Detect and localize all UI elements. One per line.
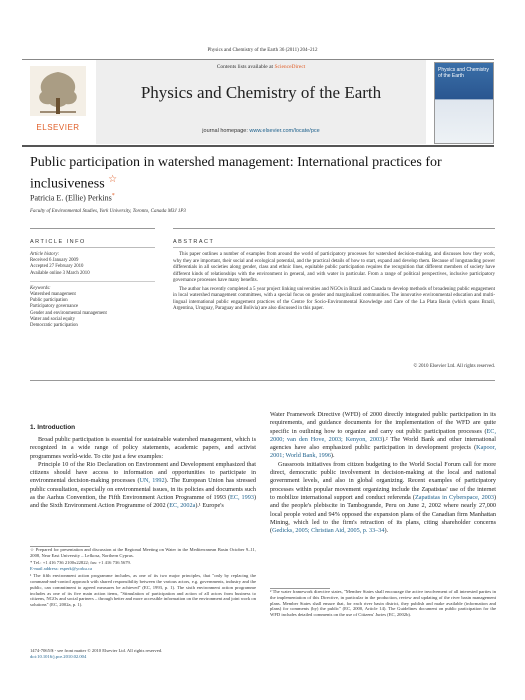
section-heading: 1. Introduction [30,424,76,431]
history-item: Accepted 27 February 2010 [30,264,84,270]
citation-link[interactable]: Gedicks, 2005; Christian Aid, 2005, p. 33–34 [272,527,385,535]
text-run: ). The European Union has stressed public consultation, especially on environmental issues, in its policies and documents such as the Aarhus Convention, the Fifth Environment Action Programme of 1993 ( [30,477,256,502]
citation-link[interactable]: UN, 1992 [139,477,165,485]
email-link[interactable]: E-mail address: esperk@yorku.ca [30,566,93,572]
keyword: Water and social equity [30,316,76,322]
keyword: Public participation [30,298,68,304]
text-run: ).² The World Bank and other international agencies have also emphasized public participation in development projects ( [270,435,496,452]
title-footnote-mark[interactable]: ☆ [108,174,118,185]
footnote: ² The water framework directive states, "Member States shall encourage the active involvement of all interested parties in the implementation of this Directive, in particular in the production, review and updating of the river basin management plans. Member States shall ensure that, for each river basin district, they publish and make available (information and plans) for comments (by) the public" (EC, 2000, Article 14). The Guidelines document on public participation for the WFD includes detailed comments on the use of Citizens' Juries (EC, 2002b). [270,589,496,618]
abstract-label: ABSTRACT [173,239,215,245]
body-paragraph [270,411,496,461]
citation-link[interactable]: EC, 1993 [230,494,254,502]
body-column-left [30,436,256,511]
cover-title: Physics and Chemistry of the Earth [438,67,489,79]
affiliation: Faculty of Environmental Studies, York University, Toronto, Canada M3J 1P3 [30,209,186,214]
elsevier-logo [26,66,90,136]
homepage-prefix: journal homepage: [202,128,250,134]
text-run: ). [330,452,335,460]
text-run: ). [384,527,389,535]
footnotes-right [270,588,496,619]
running-header: Physics and Chemistry of the Earth 36 (2011) 204–212 [207,48,318,53]
abstract-body [173,252,495,315]
front-matter-line: 1474-7065/$ - see front matter © 2010 Elsevier Ltd. All rights reserved. [30,648,163,653]
author-footnote-mark[interactable]: * [111,193,115,199]
text-run: ) and the Sixth Environment Action Programme of 2002 ( [30,494,256,510]
header-bottom-rule [22,145,494,147]
text-run: Principle 10 of the Rio Declaration on Environment and Development emphasized that citizens should have access to information and opportunities to participate in environmental decision-making processes ( [30,460,256,485]
citation-link[interactable]: EC, 2002a [169,502,196,510]
body-paragraph: Broad public participation is essential for sustainable watershed management, which is recognized in a wide range of policy statements, academic papers, and activist programmes world-wide. To cite just a few examples: [30,436,256,460]
footnotes-left [30,546,256,609]
article-info-label: ARTICLE INFO [30,239,86,245]
text-run: ).¹ Europe's [195,502,224,510]
keyword: Gender and environmental management [30,310,107,316]
elsevier-tree-icon [30,66,86,116]
abstract-paragraph: This paper outlines a number of examples from around the world of participatory processes for watershed decision-making, and discusses how they work, why they are important, their social and ecological potential, and the practical details of how to start, expand and develop them. Because of longstanding power differentials in all societies along gender, class and ethnic lines, equitable public participation requires the recognition that different members of society have different kinds of relationships with the environment in general, and with water in particular. From a range of political perspectives, inclusive participatory governance processes have many benefits. [173,252,495,283]
article-info [30,252,155,329]
citation-link[interactable]: Kapoor, 2001; World Bank, 1996 [270,444,496,460]
footnote: ¹ The fifth environment action programme includes, as one of its two major principles, that "only by replacing the command-and-control approach with shared responsibility between the various actors, e.g. governments, industry and the public, can commitment to agreed measures be achieved" (EC, 1993, p. 1). The sixth environment action programme includes as one of its five main action items, "Stimulation of participation and action of all actors from business to citizens, NGOs and social partners – through better and more accessible information on the environment and joint work on solutions" (EC, 2002a, p. 1). [30,573,256,608]
keyword: Participatory governance [30,304,79,310]
journal-title: Physics and Chemistry of the Earth [140,83,382,102]
contents-line [96,64,426,70]
copyright-line: © 2010 Elsevier Ltd. All rights reserved. [413,364,495,369]
article-title-text: Public participation in watershed management: International practices for inclusiveness [30,155,442,192]
author [30,193,115,203]
text-run: ) and the people's plebiscite in Tambogrande, Peru on June 2, 2002 where nearly 27,000 local people voted and 94% opposed the expansion plans of the Canadian firm Manhattan Mining, which led to the firm's retraction of its plans, citing shareholder concerns ( [270,493,497,535]
article-title [30,154,470,193]
sciencedirect-link[interactable]: ScienceDirect [274,64,306,70]
body-paragraph [270,461,496,536]
citation-link[interactable]: EC, 2000; van den Hove, 2003; Kenyon, 2003 [270,427,496,443]
text-run: Water Framework Directive (WFD) of 2000 directly integrated public participation in its requirements, and guidance documents for the implementation of the WFD are quite specific in outlining how to organize and carry out public participation processes ( [270,411,496,435]
history-item: Received 6 January 2009 [30,258,79,264]
keyword: Democratic participation [30,323,78,329]
text-run: Grassroots initiatives from citizen budgeting to the World Social Forum call for more direct, democratic public involvement in decision-making at the local and national government levels, and also in global organizing. Recent examples of participatory processes within popular movement organizing include the Zapatistas' use of the internet to mobilize international support and conduct referenda ( [270,460,496,501]
footnote: * Tel.: +1 416 736 2100x22822; fax: +1 416 736 5679. [30,559,131,565]
abstract-paragraph: The author has recently completed a 5 year project linking universities and NGOs in Brazil and Canada to develop methods of broadening public engagement in local watershed management committees, with a special focus on gender and marginalized communities. The innovative environmental education and multi-lingual international public engagement practices of the Centre for Socio-Environmental Knowledge and Care of the La Plata Basin (which spans Brazil, Argentina, Uruguay, Paraguay and Bolivia) are also discussed in this paper. [173,286,495,311]
publisher-name: ELSEVIER [36,123,80,132]
history-item: Available online 3 March 2010 [30,270,90,276]
keyword: Watershed management [30,292,76,298]
homepage-link[interactable]: www.elsevier.com/locate/pce [249,128,320,134]
footnote: ☆ Prepared for presentation and discussion at the Regional Meeting on Water in the Mediterranean Basin October 9–11, 2008, Near East University – Lefkosa, Northern Cyprus. [30,547,256,558]
contents-prefix: Contents lists available at [216,64,275,70]
abstract-rule [173,228,495,229]
body-column-right [270,411,496,535]
article-info-subrule [30,247,155,248]
author-name: Patricia E. (Ellie) Perkins [30,193,112,203]
history-heading: Article history: [30,252,60,257]
body-paragraph [30,461,256,511]
article-info-rule [30,228,155,229]
citation-link[interactable]: Zapatistas in Cyberspace, 2003 [414,493,494,501]
abstract-subrule [173,247,495,248]
bottom-info [30,648,162,660]
doi-link[interactable]: doi:10.1016/j.pce.2010.02.004 [30,653,87,659]
front-matter-rule [30,380,495,381]
journal-homepage [96,128,426,134]
journal-cover-thumbnail [434,62,494,144]
keywords-heading: Keywords: [30,285,51,291]
